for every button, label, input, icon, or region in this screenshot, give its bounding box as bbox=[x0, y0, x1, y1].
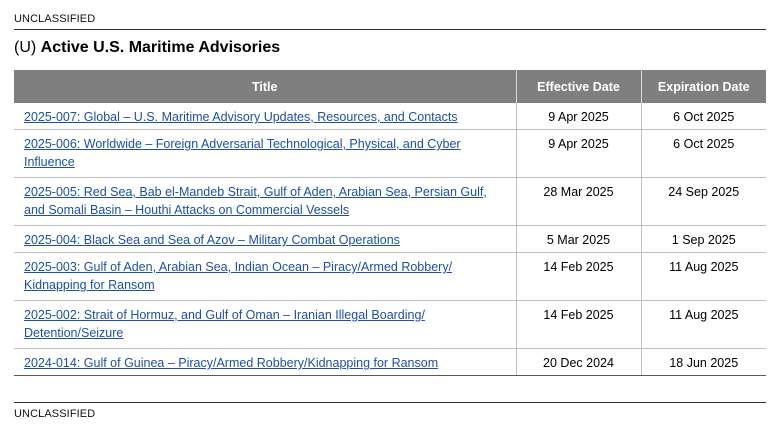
advisory-title-cell bbox=[14, 130, 516, 178]
advisory-link[interactable]: 2025-007: Global – U.S. Maritime Advisory Updates, Resources, and Contacts bbox=[24, 110, 458, 124]
title-classification-prefix: (U) bbox=[14, 39, 41, 56]
expiration-date-cell: 24 Sep 2025 bbox=[641, 178, 766, 226]
classification-marking-top: UNCLASSIFIED bbox=[14, 13, 96, 25]
expiration-date-cell: 18 Jun 2025 bbox=[641, 349, 766, 376]
advisory-link[interactable]: 2025-003: Gulf of Aden, Arabian Sea, Indian Ocean – Piracy/Armed Robbery/ Kidnapping for Ransom bbox=[24, 260, 453, 292]
table-row bbox=[14, 253, 766, 301]
expiration-date-cell: 6 Oct 2025 bbox=[641, 103, 766, 130]
advisory-title-cell bbox=[14, 349, 516, 376]
effective-date-cell: 20 Dec 2024 bbox=[516, 349, 641, 376]
table-row bbox=[14, 226, 766, 253]
title-text: Active U.S. Maritime Advisories bbox=[40, 39, 281, 56]
advisory-link[interactable]: 2025-004: Black Sea and Sea of Azov – Military Combat Operations bbox=[24, 233, 400, 247]
column-header-expiration-date: Expiration Date bbox=[641, 70, 766, 103]
expiration-date-cell: 11 Aug 2025 bbox=[641, 253, 766, 301]
column-header-effective-date: Effective Date bbox=[516, 70, 641, 103]
effective-date-cell: 14 Feb 2025 bbox=[516, 253, 641, 301]
advisory-title-cell bbox=[14, 178, 516, 226]
column-header-title: Title bbox=[14, 70, 516, 103]
advisory-title-cell bbox=[14, 103, 516, 130]
advisory-title-cell bbox=[14, 253, 516, 301]
bottom-divider bbox=[14, 402, 766, 403]
expiration-date-cell: 1 Sep 2025 bbox=[641, 226, 766, 253]
page-title bbox=[14, 39, 280, 57]
effective-date-cell: 14 Feb 2025 bbox=[516, 301, 641, 349]
table-row bbox=[14, 349, 766, 376]
advisory-title-cell bbox=[14, 301, 516, 349]
table-row bbox=[14, 130, 766, 178]
effective-date-cell: 5 Mar 2025 bbox=[516, 226, 641, 253]
expiration-date-cell: 11 Aug 2025 bbox=[641, 301, 766, 349]
advisory-link[interactable]: 2025-002: Strait of Hormuz, and Gulf of Oman – Iranian Illegal Boarding/ Detention/Seizure bbox=[24, 308, 425, 340]
table-row bbox=[14, 178, 766, 226]
expiration-date-cell: 6 Oct 2025 bbox=[641, 130, 766, 178]
table-header-row bbox=[14, 70, 766, 103]
table-row bbox=[14, 103, 766, 130]
effective-date-cell: 28 Mar 2025 bbox=[516, 178, 641, 226]
advisory-title-cell bbox=[14, 226, 516, 253]
advisory-link[interactable]: 2025-005: Red Sea, Bab el-Mandeb Strait, Gulf of Aden, Arabian Sea, Persian Gulf, and Somali Basin – Houthi Attacks on Commercial Vessels bbox=[24, 185, 487, 217]
advisory-link[interactable]: 2025-006: Worldwide – Foreign Adversarial Technological, Physical, and Cyber Influence bbox=[24, 137, 461, 169]
advisory-link[interactable]: 2024-014: Gulf of Guinea – Piracy/Armed Robbery/Kidnapping for Ransom bbox=[24, 356, 439, 370]
top-divider bbox=[14, 29, 766, 30]
effective-date-cell: 9 Apr 2025 bbox=[516, 130, 641, 178]
classification-marking-bottom: UNCLASSIFIED bbox=[14, 408, 96, 420]
advisories-table bbox=[14, 70, 766, 376]
effective-date-cell: 9 Apr 2025 bbox=[516, 103, 641, 130]
table-row bbox=[14, 301, 766, 349]
